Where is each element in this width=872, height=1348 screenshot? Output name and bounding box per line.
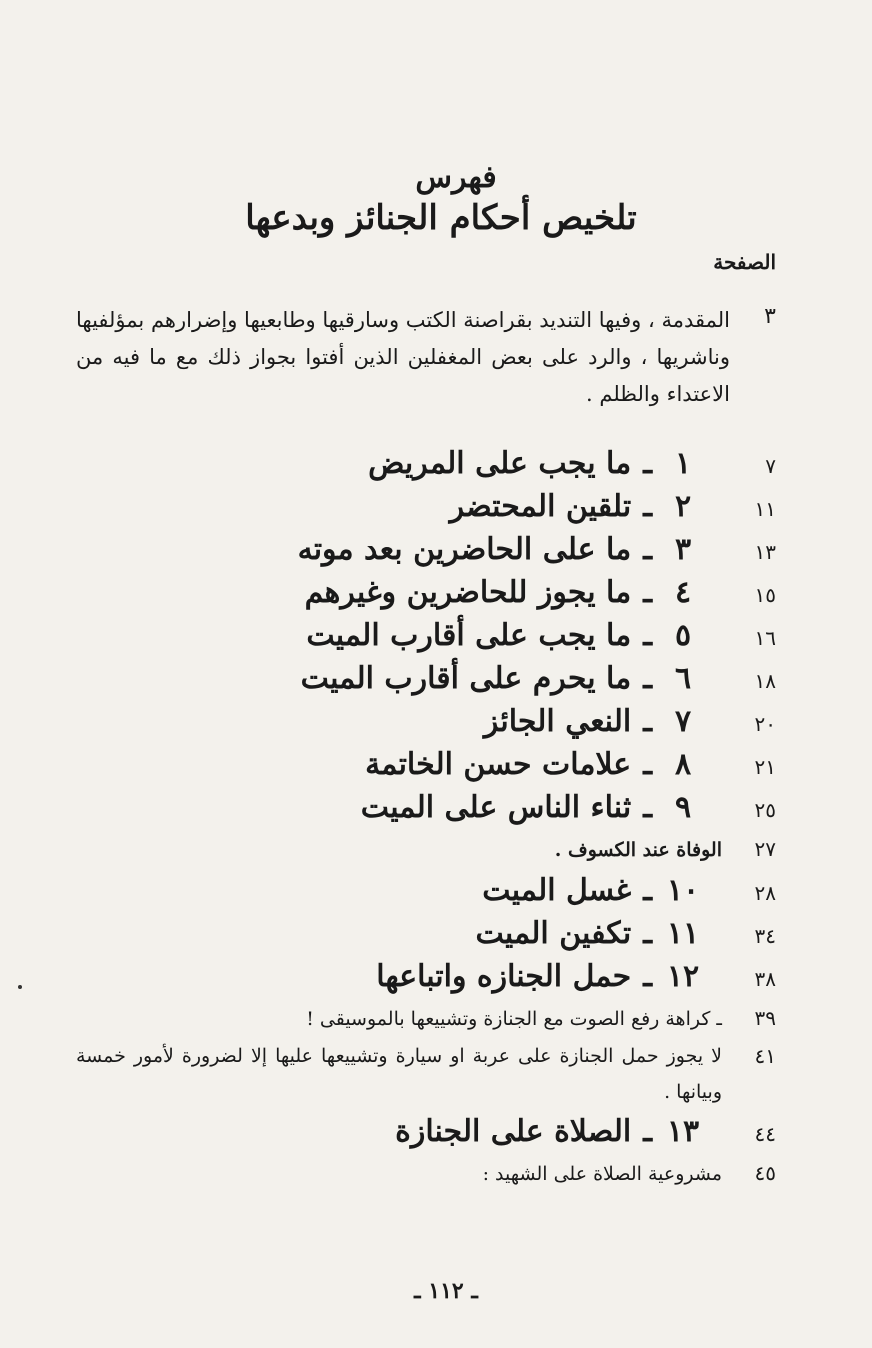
entry-page-number: ١٥ bbox=[754, 583, 776, 607]
chapter-number: ٤ bbox=[674, 575, 692, 610]
chapter-number: ٦ bbox=[674, 661, 692, 696]
entry-page-number: ٢٠ bbox=[754, 712, 776, 736]
chapter-number: ٣ bbox=[674, 532, 692, 567]
toc-entry bbox=[76, 700, 776, 743]
chapter-number: ١١ bbox=[666, 916, 700, 951]
entry-page-number: ٤٥ bbox=[754, 1161, 776, 1185]
chapter-number: ٧ bbox=[674, 704, 692, 739]
scan-speck bbox=[18, 985, 22, 989]
chapter-title: ما يجب على أقارب الميت bbox=[306, 618, 632, 653]
intro-text: المقدمة ، وفيها التنديد بقراصنة الكتب وسارقيها وطابعيها وإضرارهم بمؤلفيها وناشريها ، والرد على بعض المغفلين الذين أفتوا بجواز ذلك مع ما فيه من الاعتداء والظلم . bbox=[76, 308, 730, 406]
separator-dash: ـ bbox=[643, 489, 652, 524]
toc-entry bbox=[76, 1110, 776, 1153]
entry-heading bbox=[76, 571, 702, 614]
toc-subentry bbox=[76, 1153, 776, 1193]
chapter-title: تلقين المحتضر bbox=[449, 489, 632, 524]
entry-heading bbox=[76, 743, 702, 786]
toc-entry bbox=[76, 869, 776, 912]
toc-subentry bbox=[76, 1038, 776, 1110]
toc-subentry bbox=[76, 998, 776, 1038]
entry-page-number: ٣٨ bbox=[754, 967, 776, 991]
toc-entry bbox=[76, 614, 776, 657]
toc-entry bbox=[76, 571, 776, 614]
entry-page-number: ٢٧ bbox=[754, 837, 776, 861]
entry-heading bbox=[76, 614, 702, 657]
separator-dash: ـ bbox=[643, 747, 652, 782]
toc-entry bbox=[76, 786, 776, 829]
subentry-text: لا يجوز حمل الجنازة على عربة او سيارة وتشييعها عليها إلا لضرورة لأمور خمسة وبيانها . bbox=[76, 1045, 722, 1103]
toc-entry bbox=[76, 657, 776, 700]
separator-dash: ـ bbox=[643, 790, 652, 825]
chapter-title: تكفين الميت bbox=[475, 916, 632, 951]
entry-page-number: ٢٥ bbox=[754, 798, 776, 822]
entry-page-number: ٣٩ bbox=[754, 1006, 776, 1030]
intro-entry bbox=[76, 302, 776, 413]
separator-dash: ـ bbox=[643, 661, 652, 696]
subentry-text: مشروعية الصلاة على الشهيد : bbox=[482, 1163, 722, 1185]
chapter-title: علامات حسن الخاتمة bbox=[365, 747, 632, 782]
separator-dash: ـ bbox=[643, 959, 652, 994]
toc-list bbox=[76, 442, 776, 1193]
chapter-number: ١٠ bbox=[666, 873, 700, 908]
entry-heading bbox=[76, 912, 702, 955]
entry-heading bbox=[76, 955, 702, 998]
entry-heading bbox=[76, 1110, 702, 1153]
entry-page-number: ١١ bbox=[754, 497, 776, 521]
chapter-title: ما يجوز للحاضرين وغيرهم bbox=[304, 575, 632, 610]
separator-dash: ـ bbox=[643, 873, 652, 908]
entry-page-number: ١٨ bbox=[754, 669, 776, 693]
page-title: فهرس bbox=[415, 160, 497, 195]
intro-page-number: ٣ bbox=[764, 304, 776, 329]
toc-entry bbox=[76, 485, 776, 528]
separator-dash: ـ bbox=[643, 575, 652, 610]
entry-heading bbox=[76, 786, 702, 829]
entry-page-number: ١٣ bbox=[754, 540, 776, 564]
chapter-number: ١ bbox=[674, 446, 692, 481]
separator-dash: ـ bbox=[643, 1114, 652, 1149]
subentry-text: الوفاة عند الكسوف . bbox=[554, 839, 722, 861]
chapter-title: ما على الحاضرين بعد موته bbox=[297, 532, 632, 567]
chapter-title: النعي الجائز bbox=[483, 704, 632, 739]
entry-page-number: ٣٤ bbox=[754, 924, 776, 948]
subentry-text: ـ كراهة رفع الصوت مع الجنازة وتشييعها بالموسيقى ! bbox=[306, 1008, 722, 1030]
toc-entry bbox=[76, 912, 776, 955]
page-column-label: الصفحة bbox=[713, 250, 776, 274]
separator-dash: ـ bbox=[643, 446, 652, 481]
book-title: تلخيص أحكام الجنائز وبدعها bbox=[245, 198, 637, 238]
entry-heading bbox=[76, 700, 702, 743]
toc-subentry bbox=[76, 829, 776, 869]
separator-dash: ـ bbox=[643, 532, 652, 567]
entry-page-number: ١٦ bbox=[754, 626, 776, 650]
entry-heading bbox=[76, 442, 702, 485]
entry-page-number: ٢١ bbox=[754, 755, 776, 779]
entry-page-number: ٤١ bbox=[754, 1044, 776, 1068]
entry-heading bbox=[76, 657, 702, 700]
chapter-number: ١٢ bbox=[666, 959, 700, 994]
chapter-number: ٩ bbox=[674, 790, 692, 825]
entry-page-number: ٤٤ bbox=[754, 1122, 776, 1146]
chapter-number: ٢ bbox=[674, 489, 692, 524]
chapter-title: ما يجب على المريض bbox=[368, 446, 632, 481]
chapter-title: ما يحرم على أقارب الميت bbox=[300, 661, 632, 696]
entry-heading bbox=[76, 528, 702, 571]
chapter-title: غسل الميت bbox=[482, 873, 632, 908]
toc-entry bbox=[76, 528, 776, 571]
toc-entry bbox=[76, 442, 776, 485]
toc-entry bbox=[76, 743, 776, 786]
chapter-title: الصلاة على الجنازة bbox=[395, 1114, 632, 1149]
chapter-number: ٥ bbox=[674, 618, 692, 653]
separator-dash: ـ bbox=[643, 916, 652, 951]
separator-dash: ـ bbox=[643, 618, 652, 653]
entry-heading bbox=[76, 869, 702, 912]
entry-page-number: ٧ bbox=[765, 454, 776, 478]
entry-page-number: ٢٨ bbox=[754, 881, 776, 905]
toc-entry bbox=[76, 955, 776, 998]
entry-heading bbox=[76, 485, 702, 528]
chapter-number: ٨ bbox=[674, 747, 692, 782]
chapter-title: حمل الجنازه واتباعها bbox=[376, 959, 632, 994]
chapter-title: ثناء الناس على الميت bbox=[360, 790, 632, 825]
page-number-footer: ـ ١١٢ ـ bbox=[414, 1278, 478, 1304]
chapter-number: ١٣ bbox=[666, 1114, 700, 1149]
separator-dash: ـ bbox=[643, 704, 652, 739]
